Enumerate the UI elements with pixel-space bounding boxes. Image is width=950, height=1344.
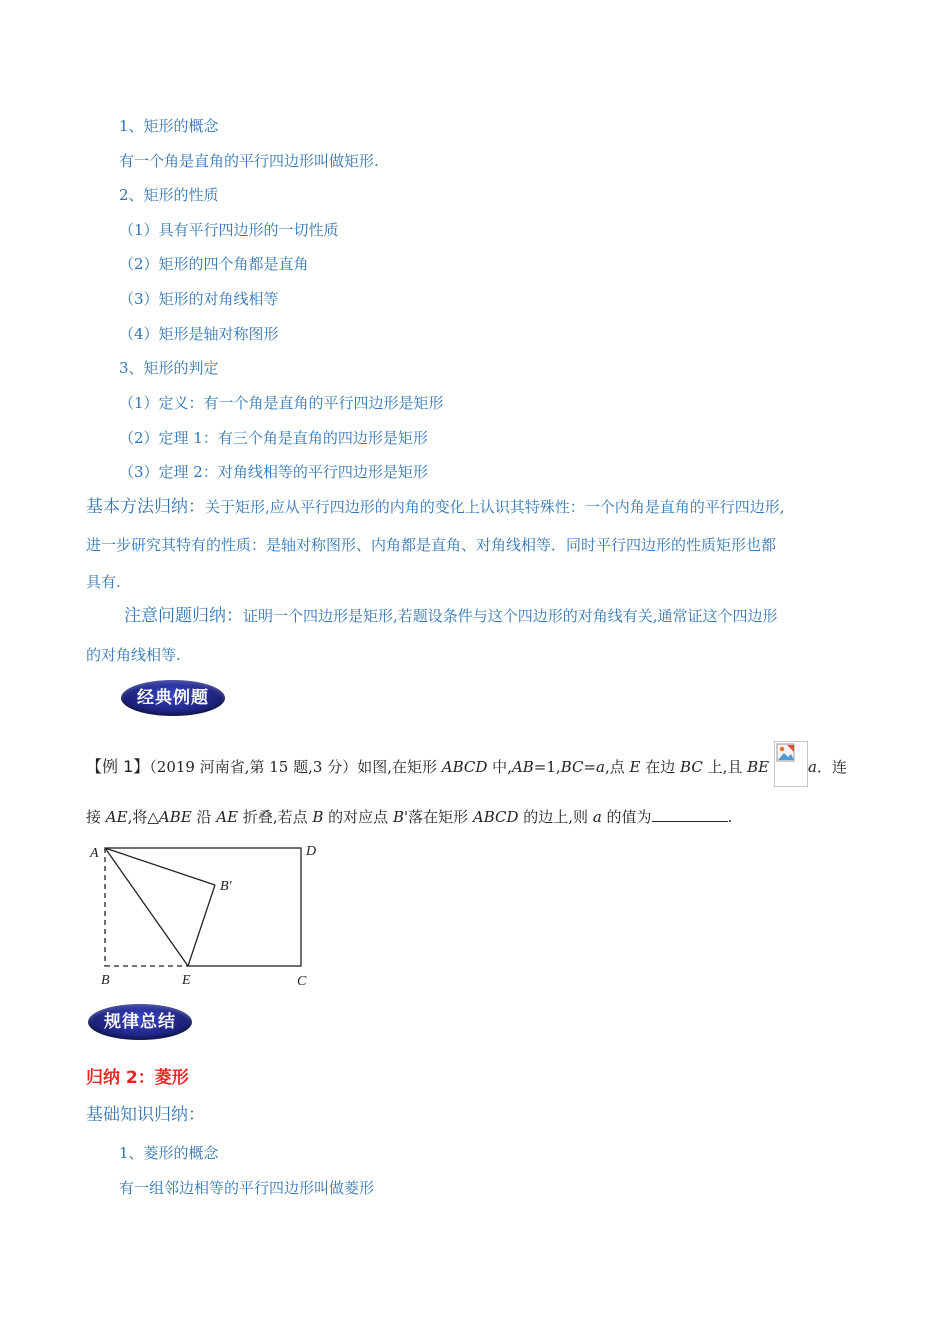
rect-concept-definition: 有一个角是直角的平行四边形叫做矩形.: [119, 152, 379, 170]
label-B-prime: B′: [220, 879, 232, 894]
example-tag: 【例 1】: [86, 757, 150, 776]
method-paragraph-line3: 具有.: [86, 573, 121, 591]
rect-property-4: （4）矩形是轴对称图形: [119, 325, 279, 343]
rect-property-2: （2）矩形的四个角都是直角: [119, 255, 309, 273]
section-2-title: 归纳 2：菱形: [86, 1068, 189, 1088]
label-C: C: [297, 974, 307, 989]
rect-criteria-title: 3、矩形的判定: [119, 359, 219, 377]
example-1-line1: 【例 1】（2019 河南省,第 15 题,3 分）如图,在矩形 ABCD 中,AB=1,BC=a,点 E 在边 BC 上,且 BE: [86, 757, 770, 776]
broken-formula-image: [774, 741, 808, 787]
classic-examples-badge: 经典例题: [121, 680, 225, 716]
rectangle-fold-figure: [84, 838, 324, 990]
method-label: 基本方法归纳：: [86, 497, 205, 517]
broken-image-icon: [776, 743, 796, 763]
segment-b-prime-e: [188, 885, 215, 966]
label-E: E: [182, 973, 191, 988]
attention-label: 注意问题归纳：: [124, 606, 243, 626]
method-paragraph-line2: 进一步研究其特有的性质：是轴对称图形、内角都是直角、对角线相等．同时平行四边形的性质矩形也都: [86, 536, 777, 554]
rectangle-abcd: [105, 848, 301, 966]
rect-criterion-2: （2）定理 1：有三个角是直角的四边形是矩形: [119, 429, 428, 447]
section-2-subtitle: 基础知识归纳：: [86, 1105, 205, 1125]
label-B: B: [101, 973, 110, 988]
answer-blank[interactable]: [652, 807, 728, 822]
rhombus-concept-title: 1、菱形的概念: [119, 1144, 219, 1162]
rect-criterion-3: （3）定理 2：对角线相等的平行四边形是矩形: [119, 463, 428, 481]
segment-ae: [105, 848, 188, 966]
rect-properties-title: 2、矩形的性质: [119, 186, 219, 204]
example-1-line1-end: a．连: [808, 758, 847, 776]
segment-ab-prime: [105, 848, 215, 885]
rect-criterion-1: （1）定义：有一个角是直角的平行四边形是矩形: [119, 394, 444, 412]
rect-concept-title: 1、矩形的概念: [119, 117, 219, 135]
rect-property-3: （3）矩形的对角线相等: [119, 290, 279, 308]
attention-paragraph-line2: 的对角线相等.: [86, 646, 181, 664]
rect-property-1: （1）具有平行四边形的一切性质: [119, 221, 339, 239]
label-D: D: [306, 844, 317, 859]
rhombus-concept-definition: 有一组邻边相等的平行四边形叫做菱形: [119, 1179, 375, 1197]
example-1-line2: 接 AE,将△ABE 沿 AE 折叠,若点 B 的对应点 B'落在矩形 ABCD 的边上,则 a 的值为 .: [86, 808, 733, 826]
rule-summary-badge: 规律总结: [88, 1004, 192, 1040]
method-paragraph-line1: 基本方法归纳：关于矩形,应从平行四边形的内角的变化上认识其特殊性：一个内角是直角的平行四边形,: [86, 497, 785, 517]
attention-paragraph-line1: 注意问题归纳：证明一个四边形是矩形,若题设条件与这个四边形的对角线有关,通常证这个四边形: [124, 606, 778, 626]
label-A: A: [90, 846, 99, 861]
